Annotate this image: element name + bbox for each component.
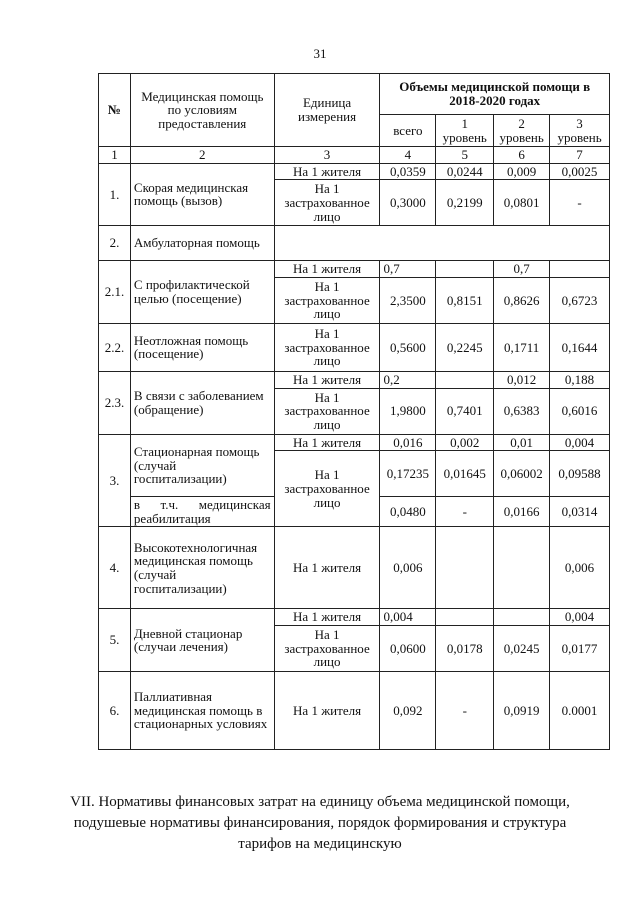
value-cell: 0,006 <box>380 527 436 609</box>
row-name: Неотложная помощь (посещение) <box>130 323 274 371</box>
value-cell: 1,9800 <box>380 388 436 434</box>
value-cell: 0,016 <box>380 434 436 451</box>
value-cell: 0,2199 <box>436 180 494 226</box>
value-cell: 0,0166 <box>494 497 550 527</box>
value-cell: 0,0359 <box>380 163 436 180</box>
value-cell: 0,09588 <box>550 451 610 497</box>
empty-cell <box>550 261 610 278</box>
row-name: С профилактической целью (посещение) <box>130 261 274 324</box>
empty-cell <box>436 371 494 388</box>
row-name: Стационарная помощь (случай госпитализации) <box>130 434 274 497</box>
row-num: 2. <box>99 226 131 261</box>
col-number: 1 <box>99 147 131 164</box>
unit-cell: На 1 застрахованное лицо <box>274 451 380 527</box>
value-cell: 0,01645 <box>436 451 494 497</box>
value-cell: 0,6016 <box>550 388 610 434</box>
row-num: 2.1. <box>99 261 131 324</box>
value-cell: 0,06002 <box>494 451 550 497</box>
header-care: Медицинская помощь по условиям предоставления <box>130 74 274 147</box>
row-num: 3. <box>99 434 131 527</box>
value-cell: 0,004 <box>380 609 436 626</box>
empty-cell <box>436 527 494 609</box>
header-level-1: 1 уровень <box>436 115 494 147</box>
value-cell: 0,3000 <box>380 180 436 226</box>
empty-cell <box>494 609 550 626</box>
value-cell: - <box>436 497 494 527</box>
value-cell: 0,009 <box>494 163 550 180</box>
unit-cell: На 1 жителя <box>274 609 380 626</box>
header-level-2: 2 уровень <box>494 115 550 147</box>
empty-cell <box>494 527 550 609</box>
value-cell: 0,2245 <box>436 323 494 371</box>
value-cell: 0,0919 <box>494 672 550 750</box>
row-num: 6. <box>99 672 131 750</box>
header-level-3: 3 уровень <box>550 115 610 147</box>
row-subname: в т.ч. медицинская реабилитация <box>130 497 274 527</box>
value-cell: 0,7 <box>380 261 436 278</box>
value-cell: 0,2 <box>380 371 436 388</box>
value-cell: 0,6383 <box>494 388 550 434</box>
value-cell: 0,01 <box>494 434 550 451</box>
col-number: 5 <box>436 147 494 164</box>
unit-cell: На 1 застрахованное лицо <box>274 626 380 672</box>
unit-cell: На 1 застрахованное лицо <box>274 277 380 323</box>
value-cell: 0,7 <box>494 261 550 278</box>
value-cell: - <box>436 672 494 750</box>
page-number: 31 <box>313 46 327 61</box>
col-number: 2 <box>130 147 274 164</box>
value-cell: 0,7401 <box>436 388 494 434</box>
unit-cell: На 1 жителя <box>274 163 380 180</box>
value-cell: 0,0245 <box>494 626 550 672</box>
value-cell: 0,17235 <box>380 451 436 497</box>
value-cell: 0,004 <box>550 434 610 451</box>
row-name: Высокотехнологичная медицинская помощь (случай госпитализации) <box>130 527 274 609</box>
empty-cell <box>274 226 609 261</box>
col-number: 3 <box>274 147 380 164</box>
value-cell: 0,1644 <box>550 323 610 371</box>
unit-cell: На 1 жителя <box>274 672 380 750</box>
unit-cell: На 1 жителя <box>274 434 380 451</box>
value-cell: 0,0177 <box>550 626 610 672</box>
value-cell: 0,8151 <box>436 277 494 323</box>
col-number: 4 <box>380 147 436 164</box>
value-cell: 0,004 <box>550 609 610 626</box>
row-name: В связи с заболеванием (обращение) <box>130 371 274 434</box>
unit-cell: На 1 жителя <box>274 527 380 609</box>
value-cell: 0,0025 <box>550 163 610 180</box>
row-name: Скорая медицинская помощь (вызов) <box>130 163 274 226</box>
row-name: Дневной стационар (случаи лечения) <box>130 609 274 672</box>
col-number: 6 <box>494 147 550 164</box>
row-name: Амбулаторная помощь <box>130 226 274 261</box>
unit-cell: На 1 застрахованное лицо <box>274 388 380 434</box>
value-cell: 0,1711 <box>494 323 550 371</box>
value-cell: - <box>550 180 610 226</box>
value-cell: 0,0480 <box>380 497 436 527</box>
empty-cell <box>436 609 494 626</box>
unit-cell: На 1 жителя <box>274 371 380 388</box>
value-cell: 0,012 <box>494 371 550 388</box>
empty-cell <box>436 261 494 278</box>
value-cell: 0,5600 <box>380 323 436 371</box>
value-cell: 2,3500 <box>380 277 436 323</box>
value-cell: 0,0801 <box>494 180 550 226</box>
medical-care-volumes-table <box>98 73 610 750</box>
value-cell: 0,0178 <box>436 626 494 672</box>
value-cell: 0,006 <box>550 527 610 609</box>
value-cell: 0,8626 <box>494 277 550 323</box>
value-cell: 0.0001 <box>550 672 610 750</box>
row-num: 4. <box>99 527 131 609</box>
header-num: № <box>99 74 131 147</box>
row-num: 5. <box>99 609 131 672</box>
value-cell: 0,092 <box>380 672 436 750</box>
row-num: 2.3. <box>99 371 131 434</box>
value-cell: 0,6723 <box>550 277 610 323</box>
header-unit: Единица измерения <box>274 74 380 147</box>
row-name: Паллиативная медицинская помощь в стационарных условиях <box>130 672 274 750</box>
col-number: 7 <box>550 147 610 164</box>
value-cell: 0,0244 <box>436 163 494 180</box>
unit-cell: На 1 застрахованное лицо <box>274 323 380 371</box>
unit-cell: На 1 застрахованное лицо <box>274 180 380 226</box>
header-volumes: Объемы медицинской помощи в 2018-2020 годах <box>380 74 610 115</box>
value-cell: 0,0314 <box>550 497 610 527</box>
value-cell: 0,188 <box>550 371 610 388</box>
value-cell: 0,002 <box>436 434 494 451</box>
section-heading: VII. Нормативы финансовых затрат на единицу объема медицинской помощи, подушевые нормативы финансирования, порядок формирования и структура тарифов на медицинскую <box>70 794 570 852</box>
value-cell: 0,0600 <box>380 626 436 672</box>
row-num: 1. <box>99 163 131 226</box>
row-num: 2.2. <box>99 323 131 371</box>
header-total: всего <box>380 115 436 147</box>
unit-cell: На 1 жителя <box>274 261 380 278</box>
